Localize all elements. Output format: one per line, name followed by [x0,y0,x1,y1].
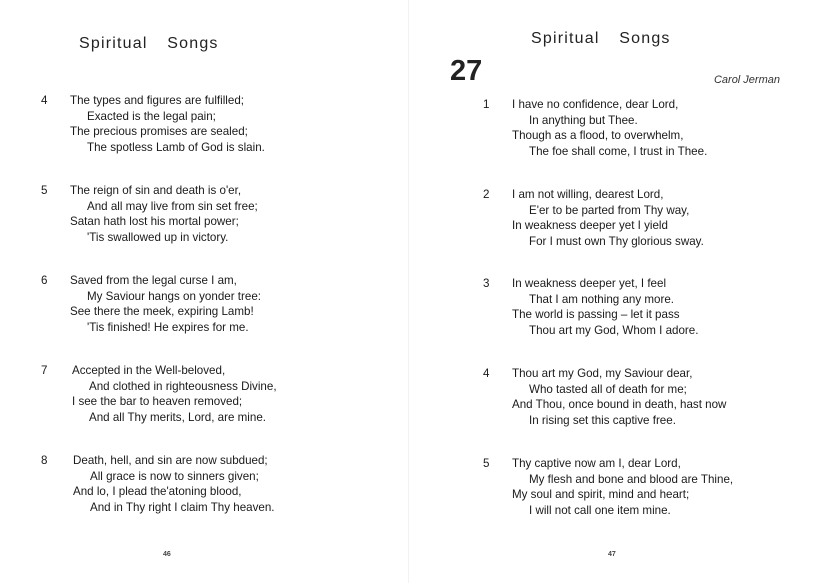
verse-line: All grace is now to sinners given; [90,469,259,483]
verse-line: Who tasted all of death for me; [529,382,687,396]
verse-line: In weakness deeper yet I yield [512,219,668,232]
right-page [409,0,818,583]
verse-number: 5 [483,457,490,470]
verse-line: Thy captive now am I, dear Lord, [512,457,681,470]
verse-line: In rising set this captive free. [529,413,676,427]
verse-line: And all may live from sin set free; [87,199,258,213]
verse-line: The precious promises are sealed; [70,125,248,138]
verse-lines [512,97,707,159]
hymn-number: 27 [450,55,483,87]
verse-line: Though as a flood, to overwhelm, [512,129,684,142]
verse-line: My Saviour hangs on yonder tree: [87,289,262,303]
verse-lines [73,453,275,515]
verse-line: That I am nothing any more. [529,292,674,306]
verse-number: 3 [483,277,490,290]
verse-number: 5 [41,184,48,197]
verse-number: 4 [41,94,48,107]
verse-lines [70,93,265,155]
verse-line: For I must own Thy glorious sway. [529,234,704,248]
verse-line: I am not willing, dearest Lord, [512,188,664,201]
verse-line: I will not call one item mine. [529,503,671,517]
running-head: Spiritual Songs [79,35,219,52]
verse-line: Satan hath lost his mortal power; [70,215,239,228]
verse-line: In anything but Thee. [529,113,638,127]
verse-line: Exacted is the legal pain; [87,109,216,123]
author-credit: Carol Jerman [713,74,780,86]
verse-line: Accepted in the Well-beloved, [72,364,226,377]
verse-line: I have no confidence, dear Lord, [512,98,679,111]
verse-line: And in Thy right I claim Thy heaven. [90,500,275,514]
page-number: 46 [163,551,171,558]
verse-number: 8 [41,454,48,467]
verse-lines [512,187,704,249]
verse-line: Thou art my God, my Saviour dear, [512,367,693,380]
verse-number: 7 [41,364,48,377]
verse-number: 1 [483,98,490,111]
verse-line: And Thou, once bound in death, hast now [512,398,727,411]
verse-line: The spotless Lamb of God is slain. [87,140,265,154]
verse-number: 6 [41,274,48,287]
verse-line: Thou art my God, Whom I adore. [529,323,699,337]
verse-line: I see the bar to heaven removed; [72,395,243,408]
verse-line: The foe shall come, I trust in Thee. [529,144,708,158]
verse-line: The reign of sin and death is o'er, [70,184,242,197]
verse-number: 4 [483,367,490,380]
verse-lines [70,183,258,245]
verse-line: See there the meek, expiring Lamb! [70,305,254,318]
verse-line: In weakness deeper yet, I feel [512,277,667,290]
running-head: Spiritual Songs [531,30,671,47]
page-number: 47 [608,551,616,558]
verse-lines [72,363,277,425]
verse-line: The world is passing – let it pass [512,308,680,321]
verse-line: Death, hell, and sin are now subdued; [73,454,268,467]
verse-line: Saved from the legal curse I am, [70,274,237,287]
verse-line: And clothed in righteousness Divine, [89,379,277,393]
verse-lines [512,456,733,518]
verse-line: E'er to be parted from Thy way, [529,203,690,217]
verse-line: 'Tis finished! He expires for me. [87,320,249,334]
verse-line: And all Thy merits, Lord, are mine. [89,410,266,424]
verse-line: My flesh and bone and blood are Thine, [529,472,734,486]
verse-number: 2 [483,188,490,201]
verse-lines [512,276,698,338]
verse-lines [512,366,726,428]
verse-line: And lo, I plead the'atoning blood, [73,485,242,498]
verse-lines [70,273,261,335]
verse-line: My soul and spirit, mind and heart; [512,488,690,501]
verse-line: The types and figures are fulfilled; [70,94,245,107]
verse-line: 'Tis swallowed up in victory. [87,230,229,244]
